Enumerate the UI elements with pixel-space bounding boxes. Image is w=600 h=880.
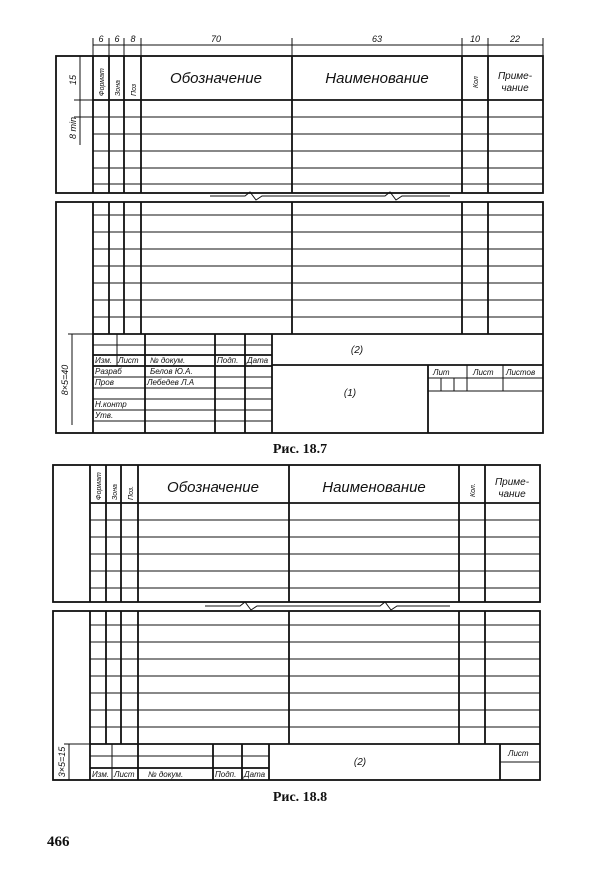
hdr-format-2: Формат (96, 472, 103, 500)
spec-table-top-2 (90, 465, 540, 610)
stamp-date: Дата (247, 356, 269, 365)
dim-6a: 6 (98, 34, 104, 44)
dim-8-min: 8 min (68, 116, 78, 140)
stamp-razrab-name: Белов Ю.А. (150, 367, 193, 376)
stamp-sheet-2: Лист (508, 749, 529, 758)
hdr-note-2-2: чание (498, 489, 526, 500)
spec-table-top (93, 56, 543, 200)
page-number: 466 (47, 834, 70, 850)
stamp-lit: Лит (433, 368, 450, 377)
dim-15: 15 (68, 74, 78, 86)
dim-10: 10 (469, 34, 481, 44)
spec-table-bottom (93, 202, 543, 433)
hdr-pos: Поз (131, 83, 138, 96)
stamp-sign: Подп. (217, 356, 239, 365)
stamp-sheet: Лист (473, 368, 494, 377)
stamp-nkontr: Н.контр (95, 400, 127, 409)
stamp-doc: № докум. (150, 356, 186, 365)
spec-table-bottom-2 (90, 611, 540, 780)
dim-63: 63 (371, 34, 383, 44)
stamp-izm: Изм. (95, 356, 113, 365)
hdr-note-2: чание (501, 83, 529, 94)
dim-70: 70 (210, 34, 222, 44)
hdr-qty: Кол (473, 76, 480, 88)
caption-18-8: Рис. 18.8 (272, 790, 328, 805)
height-dimensions (60, 56, 93, 425)
field-2-b: (2) (353, 757, 367, 768)
bottom-frame-2 (53, 611, 540, 780)
stamp-list: Лист (118, 356, 139, 365)
dim-6b: 6 (114, 34, 120, 44)
top-frame-2 (53, 465, 540, 602)
field-2: (2) (350, 345, 364, 356)
dim-22: 22 (509, 34, 521, 44)
hdr-name-2: Наименование (322, 479, 426, 496)
hdr-note-1: Приме- (497, 71, 533, 82)
hdr-format: Формат (99, 68, 106, 96)
stamp-prov-name: Лебедев Л.А (147, 378, 195, 387)
stamp-utv: Утв. (95, 411, 114, 420)
stamp-doc-2: № докум. (148, 770, 184, 779)
hdr-designation: Обозначение (170, 70, 262, 87)
stamp-sign-2: Подп. (215, 770, 237, 779)
fig-18-7 (56, 34, 543, 457)
stamp-sheets: Листов (506, 368, 536, 377)
width-dimensions (93, 34, 543, 56)
hdr-note-1-2: Приме- (494, 477, 530, 488)
title-block (93, 334, 543, 433)
dim-8x5-40: 8×5=40 (60, 364, 70, 396)
dim-3x5-15: 3×5=15 (57, 746, 67, 778)
hdr-pos-2: Поз. (128, 485, 135, 500)
caption-18-7: Рис. 18.7 (272, 442, 328, 457)
hdr-name: Наименование (325, 70, 429, 87)
hdr-designation-2: Обозначение (167, 479, 259, 496)
hdr-zone: Зона (115, 80, 122, 96)
fig-18-8 (53, 465, 540, 805)
stamp-prov: Пров (95, 378, 114, 387)
title-block-2 (57, 744, 540, 780)
dim-8: 8 (130, 34, 136, 44)
stamp-razrab: Разраб (95, 367, 122, 376)
break-line-2 (205, 602, 450, 610)
stamp-izm-2: Изм. (92, 770, 110, 779)
top-frame (56, 56, 543, 193)
hdr-zone-2: Зона (112, 484, 119, 500)
stamp-list-2: Лист (114, 770, 135, 779)
stamp-date-2: Дата (244, 770, 266, 779)
hdr-qty-2: Кол. (470, 483, 477, 497)
field-1: (1) (343, 388, 357, 399)
